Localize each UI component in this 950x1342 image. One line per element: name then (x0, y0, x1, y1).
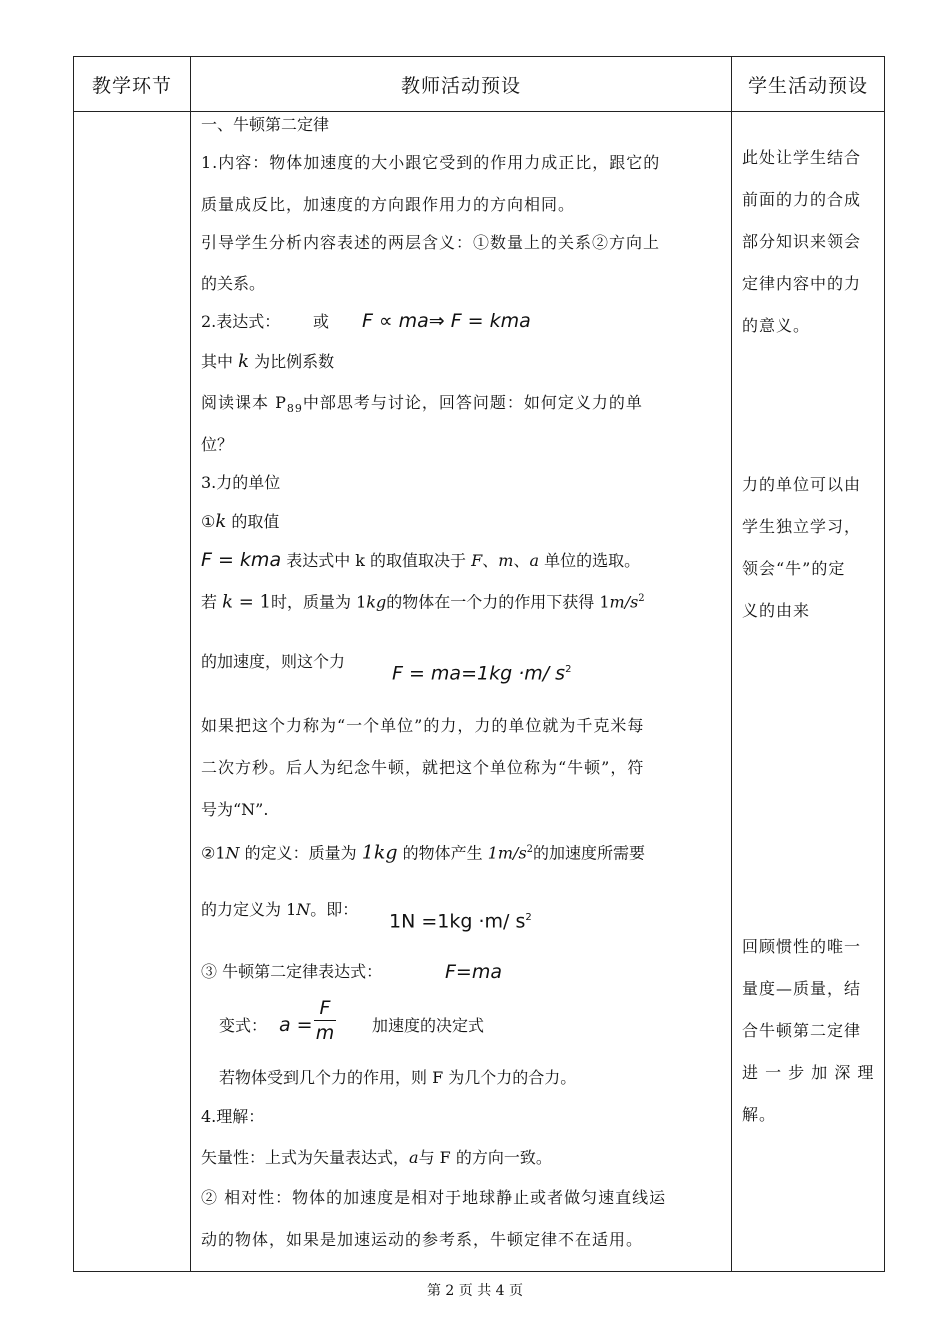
header-teaching-stage: 教学环节 (91, 74, 172, 97)
note-line: 量度—质量，结 (742, 979, 862, 998)
note-line: 定律内容中的力 (742, 274, 862, 293)
law-expression-formula: F=ma (445, 961, 502, 983)
content-line: 1.内容：物体加速度的大小跟它受到的作用力成正比，跟它的 (201, 153, 661, 172)
guide-line: 的关系。 (201, 274, 266, 293)
content-line: 质量成反比，加速度的方向跟作用力的方向相同。 (201, 195, 576, 214)
unit-title: 3.力的单位 (201, 473, 281, 492)
k-value-line: ①k 的取值 (201, 511, 280, 532)
variant-label: 变式： (219, 1016, 268, 1035)
unit-definition-line: 如果把这个力称为“一个单位”的力，力的单位就为千克米每 (201, 716, 645, 735)
page-footer: 第 2 页 共 4 页 (426, 1283, 524, 1299)
vector-line: 矢量性：上式为矢量表达式，a与 F 的方向一致。 (201, 1148, 552, 1167)
header-divider (74, 111, 884, 112)
section-title: 一、牛顿第二定律 (201, 115, 330, 134)
reading-line: 位？ (201, 435, 234, 454)
expression-label: 2.表达式： (201, 312, 281, 331)
acceleration-fraction (314, 997, 336, 1044)
reading-line: 阅读课本 $P_{89}$中部思考与讨论，回答问题：如何定义力的单 (201, 393, 643, 416)
note-line: 学生独立学习， (742, 517, 862, 536)
proportional-formula: F ∝ ma⇒ F = kma (362, 310, 531, 332)
newton-definition-line: 的力定义为 1N。即： (201, 900, 359, 919)
relativity-line: 动的物体，如果是加速运动的参考系，牛顿定律不在适用。 (201, 1230, 644, 1249)
variant-a: a = (279, 1014, 313, 1036)
note-line: 解。 (742, 1105, 777, 1124)
header-student-activity: 学生活动预设 (747, 74, 868, 97)
law-expression-label: ③ 牛顿第二定律表达式： (201, 962, 383, 981)
unit-definition-line: 号为“N”. (201, 800, 269, 819)
understanding-title: 4.理解： (201, 1107, 265, 1126)
variant-description: 加速度的决定式 (372, 1016, 485, 1035)
fraction-denominator: m (315, 1022, 335, 1044)
column-divider (190, 57, 191, 1271)
k-equals-one-line: 若 k = 1时，质量为 1kg的物体在一个力的作用下获得 $1m/s^2$ (201, 591, 645, 613)
newton-formula: 1N =1kg ·m/ $s^2$ (389, 910, 532, 933)
note-line: 回顾惯性的唯一 (742, 937, 862, 956)
note-line: 的意义。 (742, 316, 811, 335)
note-line: 力的单位可以由 (742, 475, 862, 494)
k-coefficient-line: 其中 k 为比例系数 (201, 351, 335, 372)
note-line: 合牛顿第二定律 (742, 1021, 862, 1040)
note-line: 领会“牛”的定 (742, 559, 846, 578)
relativity-line: ② 相对性：物体的加速度是相对于地球静止或者做匀速直线运 (201, 1188, 667, 1207)
newton-definition-line: ②1N 的定义：质量为 1kg 的物体产生 $1m/s^2$的加速度所需要 (201, 841, 646, 864)
header-teacher-activity: 教师活动预设 (400, 74, 521, 97)
note-line: 义的由来 (742, 601, 811, 620)
student-note-2 (742, 464, 880, 632)
column-divider (731, 57, 732, 1271)
accel-text: 的加速度，则这个力 (201, 652, 346, 671)
student-note-1 (742, 137, 880, 347)
guide-line: 引导学生分析内容表述的两层含义：①数量上的关系②方向上 (201, 233, 661, 252)
student-note-3 (742, 926, 880, 1136)
kma-line: F = kma 表达式中 k 的取值取决于 F、m、a 单位的选取。 (201, 549, 641, 571)
fraction-numerator: F (319, 997, 331, 1019)
note-line: 进 一 步 加 深 理 (742, 1063, 875, 1082)
note-line: 部分知识来领会 (742, 232, 862, 251)
force-unit-formula: F = ma=1kg ·m/ $s^2$ (392, 662, 572, 685)
note-line: 此处让学生结合 (742, 148, 862, 167)
unit-definition-line: 二次方秒。后人为纪念牛顿，就把这个单位称为“牛顿”，符 (201, 758, 645, 777)
multi-force-line: 若物体受到几个力的作用，则 F 为几个力的合力。 (219, 1068, 577, 1087)
fraction-bar (314, 1020, 336, 1021)
note-line: 前面的力的合成 (742, 190, 862, 209)
expression-or: 或 (313, 312, 330, 331)
